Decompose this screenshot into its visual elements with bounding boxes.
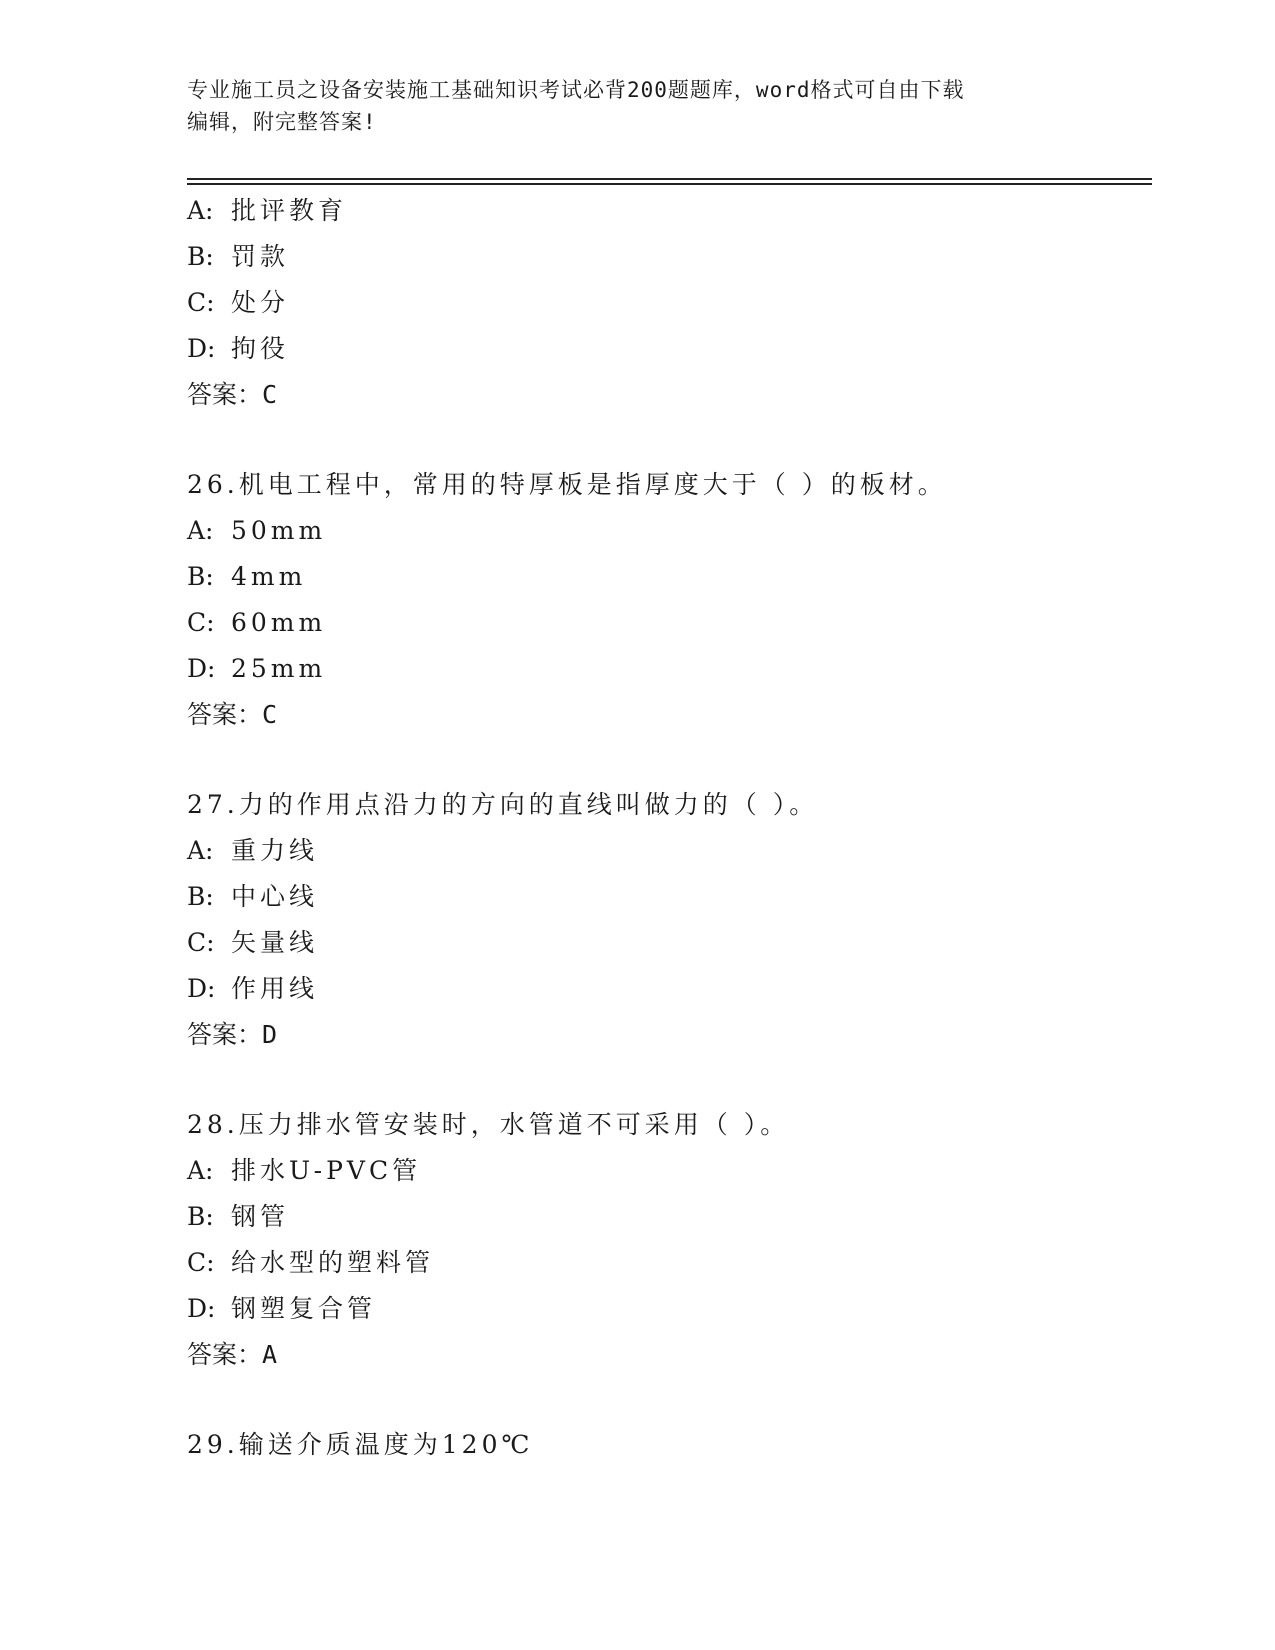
option-prefix: C: [187, 288, 215, 317]
option-a [187, 1148, 1147, 1194]
question-stem: 27.力的作用点沿力的方向的直线叫做力的（ ）。 [187, 790, 819, 819]
option-prefix: D: [187, 1294, 216, 1323]
option-prefix: A: [187, 196, 214, 225]
option-c [187, 600, 1147, 646]
option-text: 批评教育 [231, 196, 348, 225]
option-a [187, 188, 1147, 234]
option-d [187, 646, 1147, 692]
spacer [187, 1058, 1147, 1102]
answer-line: 答案：D [187, 1020, 278, 1049]
option-text: 钢塑复合管 [231, 1294, 377, 1323]
answer-line: 答案：C [187, 380, 278, 409]
option-text: 重力线 [231, 836, 319, 865]
option-text: 矢量线 [231, 928, 319, 957]
option-prefix: C: [187, 608, 215, 637]
spacer [187, 418, 1147, 462]
option-text: 4mm [231, 562, 307, 591]
option-b [187, 234, 1147, 280]
header-line-1: 专业施工员之设备安装施工基础知识考试必背200题题库，word格式可自由下载 [187, 78, 965, 102]
question-stem: 26.机电工程中，常用的特厚板是指厚度大于（ ）的板材。 [187, 470, 947, 499]
option-c [187, 280, 1147, 326]
option-prefix: B: [187, 242, 214, 271]
option-prefix: C: [187, 928, 215, 957]
header-divider-bottom [187, 183, 1152, 185]
question-28 [187, 1102, 1147, 1378]
option-prefix: B: [187, 1202, 214, 1231]
option-prefix: D: [187, 654, 216, 683]
option-d [187, 966, 1147, 1012]
answer-line: 答案：A [187, 1340, 278, 1369]
option-text: 中心线 [231, 882, 319, 911]
question-29 [187, 1422, 1147, 1468]
spacer [187, 1378, 1147, 1422]
question-25-fragment [187, 188, 1147, 418]
option-text: 钢管 [231, 1202, 290, 1231]
option-a [187, 508, 1147, 554]
option-c [187, 1240, 1147, 1286]
option-prefix: A: [187, 836, 214, 865]
option-prefix: A: [187, 1156, 214, 1185]
question-stem: 28.压力排水管安装时，水管道不可采用（ ）。 [187, 1110, 790, 1139]
option-prefix: D: [187, 334, 216, 363]
option-prefix: B: [187, 562, 214, 591]
question-26 [187, 462, 1147, 738]
option-prefix: A: [187, 516, 214, 545]
question-list [187, 188, 1147, 1468]
option-c [187, 920, 1147, 966]
option-d [187, 1286, 1147, 1332]
option-text: 拘役 [231, 334, 290, 363]
option-a [187, 828, 1147, 874]
option-d [187, 326, 1147, 372]
option-b [187, 1194, 1147, 1240]
spacer [187, 738, 1147, 782]
option-text: 25mm [231, 654, 327, 683]
option-b [187, 874, 1147, 920]
document-header [187, 74, 1087, 138]
option-text: 60mm [231, 608, 327, 637]
header-line-2: 编辑，附完整答案! [187, 110, 377, 134]
option-b [187, 554, 1147, 600]
option-text: 50mm [231, 516, 327, 545]
option-text: 排水U-PVC管 [231, 1156, 422, 1185]
answer-line: 答案：C [187, 700, 278, 729]
header-divider-top [187, 178, 1152, 180]
option-text: 罚款 [231, 242, 290, 271]
question-27 [187, 782, 1147, 1058]
option-text: 处分 [231, 288, 290, 317]
option-prefix: B: [187, 882, 214, 911]
option-prefix: C: [187, 1248, 215, 1277]
option-text: 给水型的塑料管 [231, 1248, 435, 1277]
option-text: 作用线 [231, 974, 319, 1003]
option-prefix: D: [187, 974, 216, 1003]
question-stem: 29.输送介质温度为120℃ [187, 1430, 534, 1459]
